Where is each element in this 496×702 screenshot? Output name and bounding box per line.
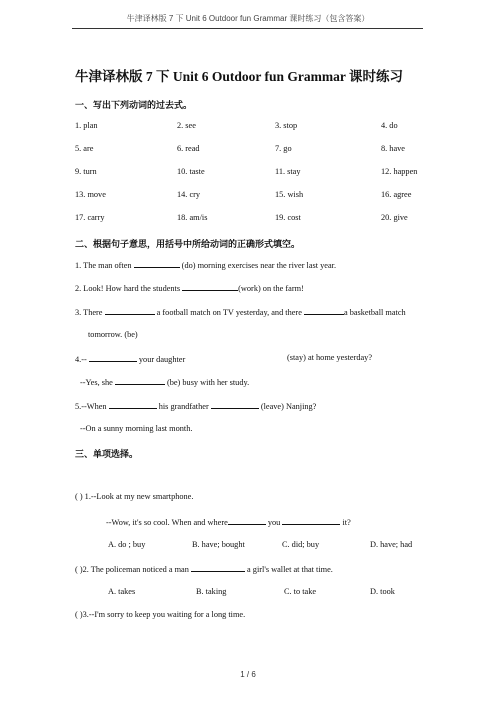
section2-heading: 二、根据句子意思，用括号中所给动词的正确形式填空。	[75, 239, 301, 249]
page-number: 1 / 6	[240, 670, 256, 679]
s3-q1-text-c: it?	[340, 518, 351, 527]
verb-item: 3. stop	[275, 121, 298, 130]
s2-question-2	[75, 282, 304, 293]
verb-item: 14. cry	[177, 190, 201, 199]
s2-q3-text-a: 3. There	[75, 308, 105, 317]
s2-q3-text-b: a football match on TV yesterday, and there	[154, 308, 304, 317]
s2-q2-text-a: 2. Look! How hard the students	[75, 284, 183, 293]
answer-blank[interactable]	[89, 353, 137, 362]
s2-q3-continuation: tomorrow. (be)	[88, 330, 138, 339]
s2-q1-text-a: 1. The man often	[75, 261, 134, 270]
answer-blank[interactable]	[105, 306, 155, 315]
s2-question-5	[75, 400, 316, 411]
s2-q4-text-c: (stay) at home yesterday?	[287, 353, 373, 362]
s2-question-4	[75, 353, 185, 364]
s3-q1-line2	[106, 516, 351, 527]
s3-q1-option-d[interactable]: D. have; had	[370, 540, 413, 549]
section1-heading: 一、写出下列动词的过去式。	[75, 100, 193, 110]
answer-blank[interactable]	[304, 306, 344, 315]
s2-q2-text-b: (work) on the farm!	[238, 284, 304, 293]
s3-q2-text-b: a girl's wallet at that time.	[244, 565, 333, 574]
verb-item: 20. give	[381, 213, 408, 222]
verb-item: 10. taste	[177, 167, 205, 176]
s3-q1-option-c[interactable]: C. did; buy	[282, 540, 320, 549]
s2-q4-text-a: 4.--	[75, 355, 89, 364]
s2-q5-answer: --On a sunny morning last month.	[80, 424, 193, 433]
header-rule	[72, 28, 423, 29]
s2-question-1	[75, 259, 336, 270]
s2-q4-text-b: your daughter	[136, 355, 186, 364]
running-header: 牛津译林版 7 下 Unit 6 Outdoor fun Grammar 课时练习（包含答案）	[126, 14, 370, 23]
s2-q1-text-b: (do) morning exercises near the river last year.	[179, 261, 337, 270]
s2-q4-text-d: --Yes, she	[80, 378, 115, 387]
verb-item: 9. turn	[75, 167, 97, 176]
verb-item: 12. happen	[381, 167, 418, 176]
verb-item: 13. move	[75, 190, 106, 199]
s3-q2-option-d[interactable]: D. took	[370, 587, 395, 596]
verb-item: 17. carry	[75, 213, 105, 222]
verb-item: 16. agree	[381, 190, 412, 199]
verb-item: 19. cost	[275, 213, 301, 222]
section3-heading: 三、单项选择。	[75, 449, 139, 459]
verb-item: 2. see	[177, 121, 196, 130]
answer-blank[interactable]	[228, 516, 266, 525]
s2-q5-text-c: (leave) Nanjing?	[258, 402, 317, 411]
s3-q2-option-b[interactable]: B. taking	[196, 587, 227, 596]
answer-blank[interactable]	[191, 563, 245, 572]
s3-q2-option-c[interactable]: C. to take	[284, 587, 317, 596]
answer-blank[interactable]	[282, 516, 340, 525]
answer-blank[interactable]	[211, 400, 259, 409]
answer-blank[interactable]	[115, 376, 165, 385]
s3-q2-text-a: ( )2. The policeman noticed a man	[75, 565, 191, 574]
answer-blank[interactable]	[109, 400, 157, 409]
page-title: 牛津译林版 7 下 Unit 6 Outdoor fun Grammar 课时练习	[75, 69, 404, 84]
verb-item: 8. have	[381, 144, 405, 153]
verb-item: 4. do	[381, 121, 398, 130]
verb-item: 1. plan	[75, 121, 98, 130]
s2-question-4-answer	[80, 376, 249, 387]
s3-question-2	[75, 563, 333, 574]
s2-q5-text-b: his grandfather	[156, 402, 211, 411]
answer-blank[interactable]	[182, 282, 238, 291]
verb-item: 18. am/is	[177, 213, 208, 222]
s2-q3-text-c: a basketball match	[343, 308, 406, 317]
answer-blank[interactable]	[134, 259, 180, 268]
s3-question-1: ( ) 1.--Look at my new smartphone.	[75, 492, 194, 501]
verb-item: 5. are	[75, 144, 94, 153]
s3-q2-option-a[interactable]: A. takes	[108, 587, 136, 596]
s3-q1-option-b[interactable]: B. have; bought	[192, 540, 245, 549]
verb-item: 7. go	[275, 144, 292, 153]
s2-question-3	[75, 306, 406, 317]
verb-item: 6. read	[177, 144, 200, 153]
s2-q4-text-e: (be) busy with her study.	[164, 378, 250, 387]
s3-q1-option-a[interactable]: A. do ; buy	[108, 540, 146, 549]
s3-q1-text-b: you	[265, 518, 283, 527]
s3-q1-text-a: --Wow, it's so cool. When and where	[106, 518, 228, 527]
verb-item: 15. wish	[275, 190, 304, 199]
s2-q5-text-a: 5.--When	[75, 402, 109, 411]
s3-question-3: ( )3.--I'm sorry to keep you waiting for a long time.	[75, 610, 246, 619]
verb-item: 11. stay	[275, 167, 301, 176]
